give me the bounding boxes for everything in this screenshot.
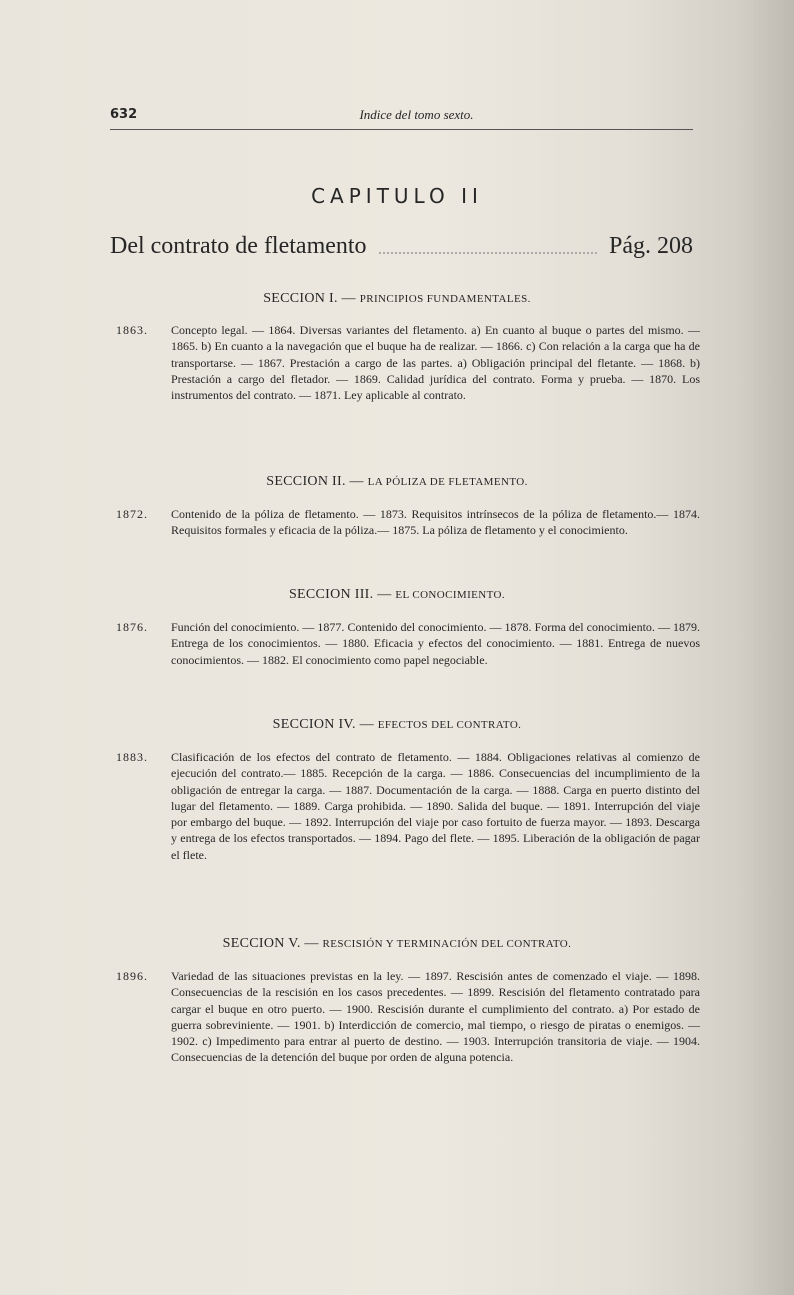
chapter-subject: Del contrato de fletamento [110, 233, 367, 259]
page-header [110, 107, 693, 129]
entry-number: 1863. [116, 323, 148, 337]
entry-text: Clasificación de los efectos del contrato de fletamento. — 1884. Obligaciones relativas al comienzo de ejecución del contrato.— 1885. Recepción de la carga. — 1886. Consecuencias del incumplimiento de la obligación de entregar la carga. — 1887. Documentación de la carga. — 1888. Carga en puerto distinto del lugar del fletamento. — 1889. Carga prohibida. — 1890. Salida del buque. — 1891. Interrupción del viaje por embargo del buque. — 1892. Interrupción del viaje por caso fortuito de fuerza mayor. — 1893. Descarga y entrega de los efectos transportados. — 1894. Pago del flete. — 1895. Liberación de la obligación de pagar el flete. [171, 750, 700, 862]
section-topic: EL CONOCIMIENTO. [395, 589, 506, 601]
entry-number: 1872. [116, 507, 148, 521]
section-topic: RESCISIÓN Y TERMINACIÓN DEL CONTRATO. [322, 938, 572, 950]
section-label: SECCION I. — [263, 291, 356, 306]
section-heading [0, 717, 794, 733]
section-entry [116, 968, 700, 1066]
entry-number: 1896. [116, 969, 148, 983]
chapter-heading [110, 233, 693, 260]
section-topic: LA PÓLIZA DE FLETAMENTO. [367, 476, 528, 488]
section-label: SECCION III. — [288, 587, 392, 602]
entry-number: 1883. [116, 750, 148, 764]
section-entry [116, 749, 700, 863]
section-heading [0, 936, 794, 952]
chapter-title: CAPITULO II [311, 184, 483, 208]
section-label: SECCION IV. — [272, 717, 374, 732]
running-title: Indice del tomo sexto. [359, 107, 474, 122]
section-topic: PRINCIPIOS FUNDAMENTALES. [359, 293, 531, 305]
page-number: 632 [110, 107, 138, 122]
section-label: SECCION II. — [266, 474, 364, 489]
entry-text: Función del conocimiento. — 1877. Contenido del conocimiento. — 1878. Forma del conocimiento. — 1879. Entrega de los conocimientos. — 1880. Eficacia y efectos del conocimiento. — 1881. Entrega de nuevos conocimientos. — 1882. El conocimiento como papel negociable. [171, 620, 700, 667]
section-heading [0, 474, 794, 490]
section-entry [116, 619, 700, 668]
section-heading [0, 587, 794, 603]
section-label: SECCION V. — [222, 936, 319, 951]
section-topic: EFECTOS DEL CONTRATO. [377, 719, 522, 731]
entry-text: Concepto legal. — 1864. Diversas variantes del fletamento. a) En cuanto al buque o partes del mismo. — 1865. b) En cuanto a la navegación que el buque ha de realizar. — 1866. c) Con relación a la carga que ha de transportarse. — 1867. Prestación a cargo de las partes. a) Obligación principal del fletante. — 1868. b) Prestación a cargo del fletador. — 1869. Calidad jurídica del contrato. Forma y prueba. — 1870. Los instrumentos del contrato. — 1871. Ley aplicable al contrato. [171, 323, 700, 403]
section-heading [0, 291, 794, 307]
chapter-page-ref: Pág. 208 [609, 233, 693, 259]
entry-text: Variedad de las situaciones previstas en la ley. — 1897. Rescisión antes de comenzado el viaje. — 1898. Consecuencias de la rescisión en los casos precedentes. — 1899. Rescisión del fletamento contratado para cargar el buque en otro puerto. — 1900. Rescisión durante el cumplimiento del contrato. a) Por estado de guerra sobreviniente. — 1901. b) Interdicción de comercio, mal tiempo, o riesgo de piratas o enemigos. — 1902. c) Impedimento para entrar al puerto de destino. — 1903. Interrupción transitoria de viaje. — 1904. Consecuencias de la detención del buque por orden de alguna potencia. [171, 969, 700, 1065]
header-rule [110, 129, 693, 130]
section-entry [116, 506, 700, 539]
section-entry [116, 322, 700, 403]
entry-text: Contenido de la póliza de fletamento. — 1873. Requisitos intrínsecos de la póliza de fletamento.— 1874. Requisitos formales y eficacia de la póliza.— 1875. La póliza de fletamento y el conocimiento. [171, 507, 700, 538]
dot-leader [379, 251, 597, 254]
entry-number: 1876. [116, 620, 148, 634]
